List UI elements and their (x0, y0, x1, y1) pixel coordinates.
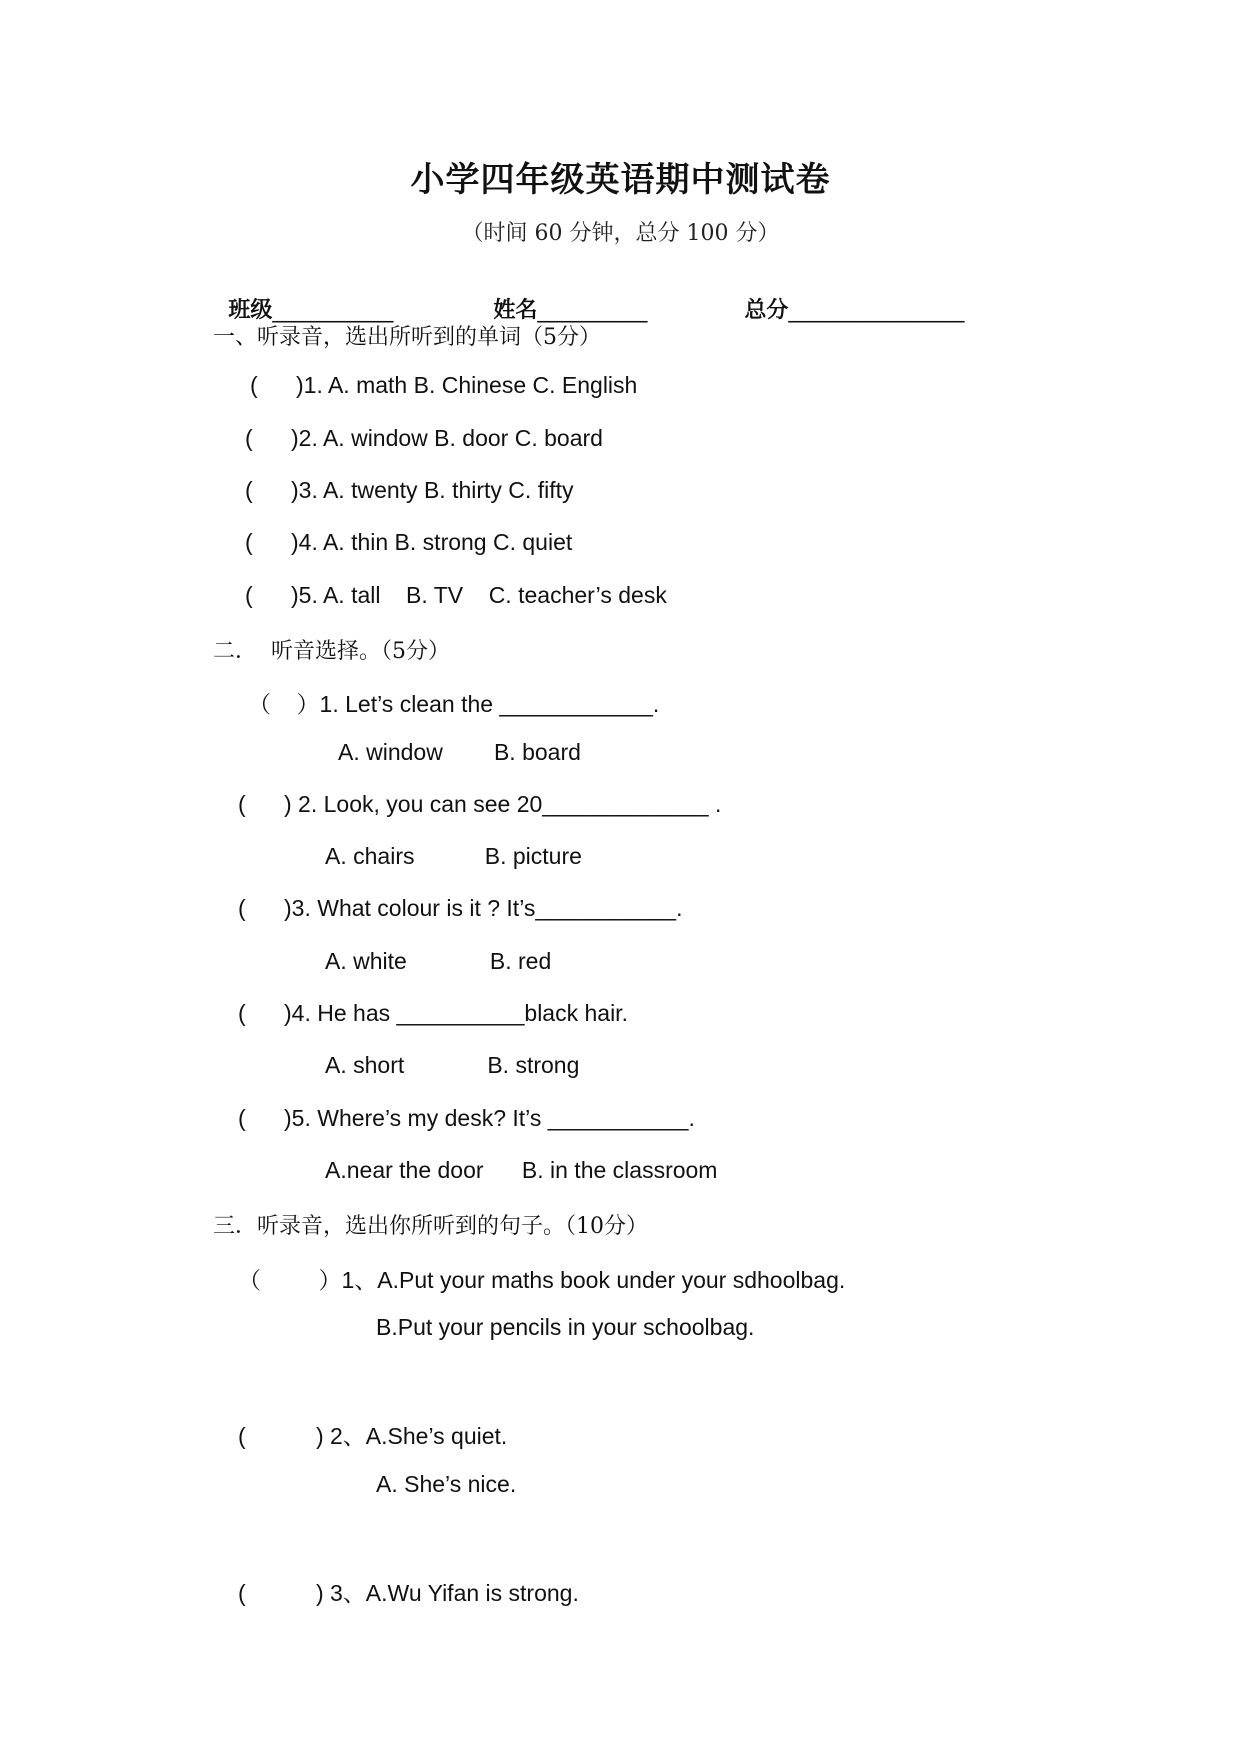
section1-item: ( )2. A. window B. door C. board (245, 425, 603, 451)
page-title: 小学四年级英语期中测试卷 (410, 160, 831, 200)
section2-question: （ ）1. Let’s clean the ____________. (248, 691, 660, 717)
class-field[interactable] (213, 268, 393, 324)
name-field[interactable] (478, 268, 647, 324)
section2-options: A. short B. strong (325, 1052, 580, 1078)
section2-question: ( ) 2. Look, you can see 20_____________ . (238, 791, 722, 817)
score-label: 总分 (744, 298, 789, 323)
score-blank[interactable]: ________________ (788, 298, 965, 323)
section3-heading: 三．听录音，选出你所听到的句子。（10分） (213, 1214, 648, 1239)
section2-options: A. window B. board (338, 739, 581, 765)
class-blank[interactable]: ___________ (272, 298, 394, 323)
class-label: 班级 (228, 298, 273, 323)
section2-options: A. chairs B. picture (325, 843, 582, 869)
page-subtitle: （时间 60 分钟，总分 100 分） (461, 221, 780, 246)
section2-options: A. white B. red (325, 948, 552, 974)
section2-options: A.near the door B. in the classroom (325, 1157, 718, 1183)
section2-question: ( )4. He has __________black hair. (238, 1000, 628, 1026)
section3-sentence-b: B.Put your pencils in your schoolbag. (376, 1314, 755, 1340)
section1-item: ( )5. A. tall B. TV C. teacher’s desk (245, 582, 667, 608)
section2-question: ( )3. What colour is it ? It’s___________. (238, 895, 683, 921)
section3-sentence-a: （ ）1、A.Put your maths book under your sdhoolbag. (238, 1267, 846, 1293)
section2-heading: 二． 听音选择。（5分） (213, 639, 450, 664)
section2-question: ( )5. Where’s my desk? It’s ___________. (238, 1105, 695, 1131)
name-blank[interactable]: __________ (537, 298, 648, 323)
section1-item: ( )3. A. twenty B. thirty C. fifty (245, 477, 574, 503)
section3-sentence-a: ( ) 3、A.Wu Yifan is strong. (238, 1580, 579, 1606)
section1-item: ( )4. A. thin B. strong C. quiet (245, 529, 573, 555)
section3-sentence-a: ( ) 2、A.She’s quiet. (238, 1423, 508, 1449)
name-label: 姓名 (493, 298, 538, 323)
section1-heading: 一、听录音，选出所听到的单词（5分） (213, 325, 601, 350)
section1-item: ( )1. A. math B. Chinese C. English (250, 372, 638, 398)
score-field[interactable] (729, 268, 964, 324)
section3-sentence-b: A. She’s nice. (376, 1471, 517, 1497)
